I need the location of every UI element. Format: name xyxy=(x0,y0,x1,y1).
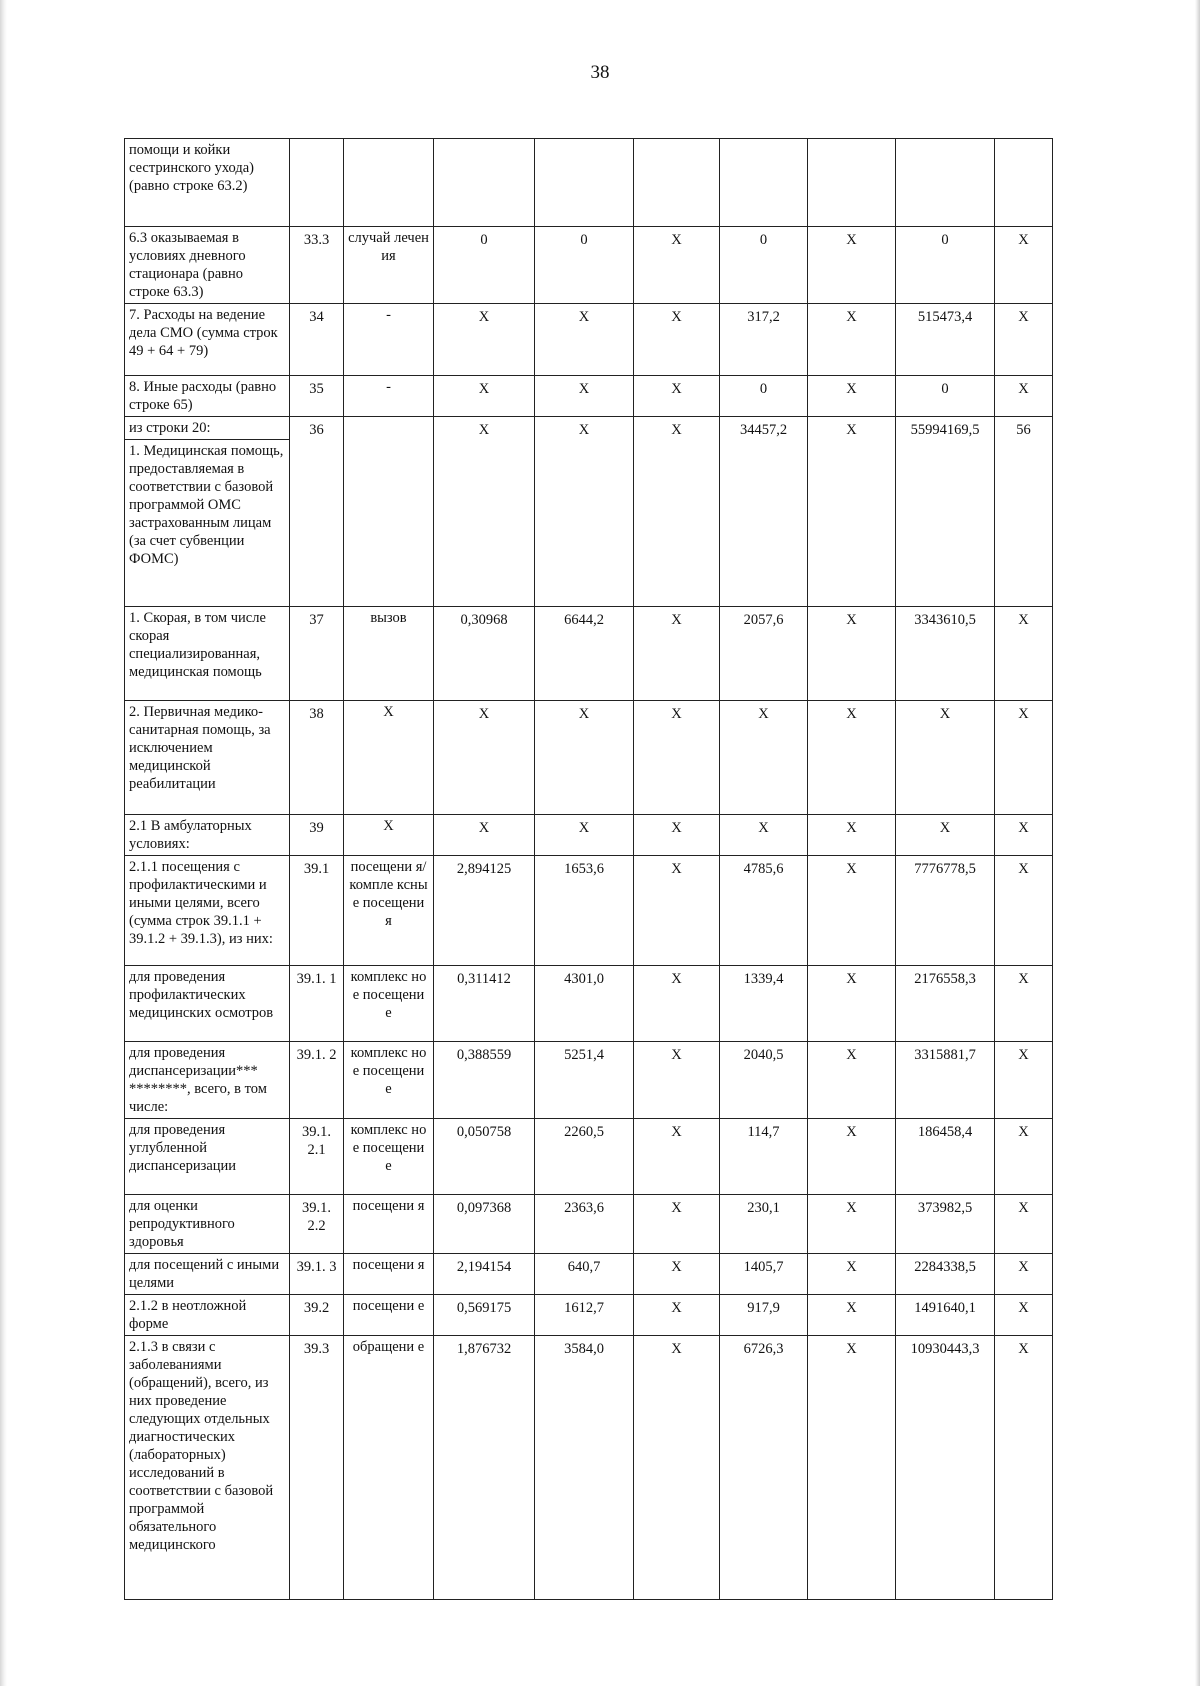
row-number-cell: 38 xyxy=(290,701,344,815)
value-cell-1: 0 xyxy=(434,227,535,304)
value-cell-7: Х xyxy=(995,1336,1053,1600)
table-body xyxy=(125,139,1053,1600)
value-cell-4 xyxy=(720,139,808,227)
value-cell-4: 0 xyxy=(720,227,808,304)
row-number-cell: 39.2 xyxy=(290,1295,344,1336)
row-number-cell: 39.1. 2 xyxy=(290,1042,344,1119)
value-cell-5: Х xyxy=(808,1195,896,1254)
row-number-cell xyxy=(290,139,344,227)
value-cell-1: Х xyxy=(434,304,535,376)
value-cell-6: 0 xyxy=(896,376,995,417)
unit-cell: посещени е xyxy=(344,1295,434,1336)
value-cell-5: Х xyxy=(808,966,896,1042)
value-cell-6: 55994169,5 xyxy=(896,417,995,607)
value-cell-4: 917,9 xyxy=(720,1295,808,1336)
financing-table xyxy=(124,138,1053,1600)
value-cell-5: Х xyxy=(808,227,896,304)
table-row xyxy=(125,607,1053,701)
value-cell-1: 2,894125 xyxy=(434,856,535,966)
value-cell-6: 1491640,1 xyxy=(896,1295,995,1336)
value-cell-5: Х xyxy=(808,1336,896,1600)
row-name-cell: для оценки репродуктивного здоровья xyxy=(125,1195,290,1254)
value-cell-1: 0,050758 xyxy=(434,1119,535,1195)
value-cell-2: 640,7 xyxy=(535,1254,634,1295)
value-cell-7: Х xyxy=(995,856,1053,966)
value-cell-1: 0,388559 xyxy=(434,1042,535,1119)
row-name-cell: 8. Иные расходы (равно строке 65) xyxy=(125,376,290,417)
row-number-cell: 34 xyxy=(290,304,344,376)
value-cell-2: Х xyxy=(535,815,634,856)
value-cell-7: Х xyxy=(995,1195,1053,1254)
value-cell-1: 1,876732 xyxy=(434,1336,535,1600)
value-cell-3: Х xyxy=(634,1295,720,1336)
value-cell-6: 3343610,5 xyxy=(896,607,995,701)
value-cell-7: Х xyxy=(995,1042,1053,1119)
table-row xyxy=(125,701,1053,815)
value-cell-6 xyxy=(896,139,995,227)
row-number-cell: 39.1. 2.2 xyxy=(290,1195,344,1254)
value-cell-1: 0,097368 xyxy=(434,1195,535,1254)
table-row xyxy=(125,1195,1053,1254)
value-cell-3: Х xyxy=(634,701,720,815)
value-cell-4: 1339,4 xyxy=(720,966,808,1042)
value-cell-6: 2176558,3 xyxy=(896,966,995,1042)
value-cell-5: Х xyxy=(808,607,896,701)
row-name-subtext: 1. Медицинская помощь, предоставляемая в соответствии с базовой программой ОМС застрахованным лицам (за счет субвенции ФОМС) xyxy=(129,443,284,567)
value-cell-4: 317,2 xyxy=(720,304,808,376)
value-cell-6: 0 xyxy=(896,227,995,304)
value-cell-3: Х xyxy=(634,417,720,607)
unit-cell: - xyxy=(344,376,434,417)
value-cell-2: Х xyxy=(535,304,634,376)
unit-cell: комплекс ное посещени е xyxy=(344,1119,434,1195)
unit-cell: Х xyxy=(344,701,434,815)
value-cell-5: Х xyxy=(808,1254,896,1295)
value-cell-3: Х xyxy=(634,1336,720,1600)
table-row xyxy=(125,1254,1053,1295)
table-row xyxy=(125,139,1053,227)
value-cell-3: Х xyxy=(634,607,720,701)
value-cell-3: Х xyxy=(634,1119,720,1195)
value-cell-6: 7776778,5 xyxy=(896,856,995,966)
value-cell-4: 4785,6 xyxy=(720,856,808,966)
value-cell-6: 186458,4 xyxy=(896,1119,995,1195)
row-number-cell: 39.1. 3 xyxy=(290,1254,344,1295)
value-cell-4: 0 xyxy=(720,376,808,417)
value-cell-2: Х xyxy=(535,376,634,417)
value-cell-3: Х xyxy=(634,227,720,304)
value-cell-1: 2,194154 xyxy=(434,1254,535,1295)
value-cell-4: 114,7 xyxy=(720,1119,808,1195)
row-name-cell: помощи и койки сестринского ухода) (равно строке 63.2) xyxy=(125,139,290,227)
row-name-cell: 2.1.3 в связи с заболеваниями (обращений), всего, из них проведение следующих отдельных диагностических (лабораторных) исследований в соответствии с базовой программой обязательного медицинского xyxy=(125,1336,290,1600)
value-cell-1: Х xyxy=(434,376,535,417)
value-cell-4: Х xyxy=(720,815,808,856)
value-cell-5: Х xyxy=(808,304,896,376)
unit-cell: Х xyxy=(344,815,434,856)
value-cell-4: 1405,7 xyxy=(720,1254,808,1295)
table-row xyxy=(125,1042,1053,1119)
value-cell-2: Х xyxy=(535,417,634,607)
value-cell-2: 5251,4 xyxy=(535,1042,634,1119)
value-cell-5: Х xyxy=(808,1042,896,1119)
value-cell-2: 2260,5 xyxy=(535,1119,634,1195)
value-cell-7: 56 xyxy=(995,417,1053,607)
value-cell-4: 230,1 xyxy=(720,1195,808,1254)
value-cell-5 xyxy=(808,139,896,227)
table-row xyxy=(125,376,1053,417)
value-cell-6: 2284338,5 xyxy=(896,1254,995,1295)
row-number-cell: 39.3 xyxy=(290,1336,344,1600)
value-cell-4: 2040,5 xyxy=(720,1042,808,1119)
row-name-cell: для проведения диспансеризации*** ********, всего, в том числе: xyxy=(125,1042,290,1119)
row-number-cell: 39.1. 2.1 xyxy=(290,1119,344,1195)
value-cell-6: 10930443,3 xyxy=(896,1336,995,1600)
value-cell-7: Х xyxy=(995,1254,1053,1295)
value-cell-5: Х xyxy=(808,856,896,966)
value-cell-2: Х xyxy=(535,701,634,815)
unit-cell: комплекс ное посещени е xyxy=(344,1042,434,1119)
row-number-cell: 39 xyxy=(290,815,344,856)
unit-cell: вызов xyxy=(344,607,434,701)
unit-cell: посещени я xyxy=(344,1195,434,1254)
value-cell-2: 1653,6 xyxy=(535,856,634,966)
value-cell-5: Х xyxy=(808,1119,896,1195)
value-cell-6: 515473,4 xyxy=(896,304,995,376)
value-cell-4: 2057,6 xyxy=(720,607,808,701)
value-cell-2 xyxy=(535,139,634,227)
value-cell-3: Х xyxy=(634,1195,720,1254)
table-row xyxy=(125,227,1053,304)
value-cell-2: 1612,7 xyxy=(535,1295,634,1336)
row-number-cell: 39.1 xyxy=(290,856,344,966)
table-row xyxy=(125,304,1053,376)
value-cell-6: 3315881,7 xyxy=(896,1042,995,1119)
unit-cell: обращени е xyxy=(344,1336,434,1600)
value-cell-6: 373982,5 xyxy=(896,1195,995,1254)
row-number-cell: 33.3 xyxy=(290,227,344,304)
table-row xyxy=(125,966,1053,1042)
value-cell-3: Х xyxy=(634,376,720,417)
value-cell-7: Х xyxy=(995,815,1053,856)
table-row xyxy=(125,815,1053,856)
value-cell-1: Х xyxy=(434,701,535,815)
unit-cell: комплекс ное посещени е xyxy=(344,966,434,1042)
value-cell-4: 34457,2 xyxy=(720,417,808,607)
value-cell-7: Х xyxy=(995,607,1053,701)
value-cell-5: Х xyxy=(808,815,896,856)
value-cell-4: 6726,3 xyxy=(720,1336,808,1600)
page-number: 38 xyxy=(590,62,610,83)
value-cell-7: Х xyxy=(995,1295,1053,1336)
row-name-heading: из строки 20: xyxy=(125,417,289,440)
unit-cell: посещени я xyxy=(344,1254,434,1295)
scan-edge-right xyxy=(1195,0,1200,1686)
value-cell-1: 0,569175 xyxy=(434,1295,535,1336)
value-cell-1 xyxy=(434,139,535,227)
value-cell-3: Х xyxy=(634,1042,720,1119)
row-name-cell: 2. Первичная медико-санитарная помощь, за исключением медицинской реабилитации xyxy=(125,701,290,815)
value-cell-7: Х xyxy=(995,227,1053,304)
value-cell-3: Х xyxy=(634,815,720,856)
row-number-cell: 37 xyxy=(290,607,344,701)
row-name-cell: для проведения углубленной диспансеризации xyxy=(125,1119,290,1195)
row-name-cell: 7. Расходы на ведение дела СМО (сумма строк 49 + 64 + 79) xyxy=(125,304,290,376)
row-name-cell: 1. Скорая, в том числе скорая специализированная, медицинская помощь xyxy=(125,607,290,701)
value-cell-1: 0,311412 xyxy=(434,966,535,1042)
row-number-cell: 39.1. 1 xyxy=(290,966,344,1042)
value-cell-2: 0 xyxy=(535,227,634,304)
value-cell-7 xyxy=(995,139,1053,227)
value-cell-1: Х xyxy=(434,815,535,856)
table-row xyxy=(125,1336,1053,1600)
value-cell-6: Х xyxy=(896,701,995,815)
table-row xyxy=(125,1119,1053,1195)
unit-cell: посещени я/компле ксные посещени я xyxy=(344,856,434,966)
value-cell-3: Х xyxy=(634,1254,720,1295)
table-row xyxy=(125,856,1053,966)
value-cell-2: 3584,0 xyxy=(535,1336,634,1600)
unit-cell: случай лечения xyxy=(344,227,434,304)
unit-cell xyxy=(344,417,434,607)
value-cell-5: Х xyxy=(808,376,896,417)
value-cell-3: Х xyxy=(634,304,720,376)
row-name-cell: 2.1.1 посещения с профилактическими и иными целями, всего (сумма строк 39.1.1 + 39.1.2 + 39.1.3), из них: xyxy=(125,856,290,966)
value-cell-3: Х xyxy=(634,966,720,1042)
table-row xyxy=(125,417,1053,607)
value-cell-2: 2363,6 xyxy=(535,1195,634,1254)
value-cell-7: Х xyxy=(995,376,1053,417)
table-row xyxy=(125,1295,1053,1336)
row-number-cell: 36 xyxy=(290,417,344,607)
scan-edge-left xyxy=(0,0,7,1686)
value-cell-2: 6644,2 xyxy=(535,607,634,701)
value-cell-5: Х xyxy=(808,417,896,607)
value-cell-3 xyxy=(634,139,720,227)
unit-cell: - xyxy=(344,304,434,376)
row-name-cell: 6.3 оказываемая в условиях дневного стационара (равно строке 63.3) xyxy=(125,227,290,304)
row-name-cell: для посещений с иными целями xyxy=(125,1254,290,1295)
value-cell-5: Х xyxy=(808,701,896,815)
row-name-cell: для проведения профилактических медицинских осмотров xyxy=(125,966,290,1042)
row-name-cell: 2.1 В амбулаторных условиях: xyxy=(125,815,290,856)
row-name-cell: 2.1.2 в неотложной форме xyxy=(125,1295,290,1336)
row-name-cell xyxy=(125,417,290,607)
value-cell-7: Х xyxy=(995,966,1053,1042)
value-cell-2: 4301,0 xyxy=(535,966,634,1042)
value-cell-7: Х xyxy=(995,304,1053,376)
value-cell-1: 0,30968 xyxy=(434,607,535,701)
value-cell-7: Х xyxy=(995,1119,1053,1195)
value-cell-5: Х xyxy=(808,1295,896,1336)
value-cell-4: Х xyxy=(720,701,808,815)
value-cell-1: Х xyxy=(434,417,535,607)
value-cell-6: Х xyxy=(896,815,995,856)
value-cell-7: Х xyxy=(995,701,1053,815)
row-number-cell: 35 xyxy=(290,376,344,417)
value-cell-3: Х xyxy=(634,856,720,966)
unit-cell xyxy=(344,139,434,227)
